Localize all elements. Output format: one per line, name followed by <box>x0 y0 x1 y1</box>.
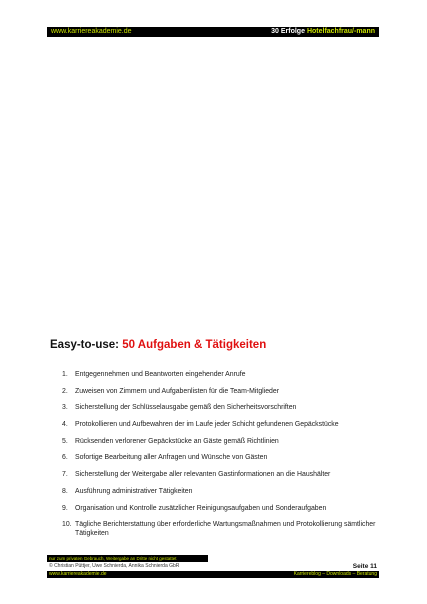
list-item <box>62 520 382 538</box>
list-item-text: Sofortige Bearbeitung aller Anfragen und Wünsche von Gästen <box>75 454 268 462</box>
footer-copyright: © Christian Püttjer, Uwe Schnierda, Annika Schnierda GbR <box>49 563 180 569</box>
task-list <box>62 370 382 546</box>
list-item-number: 4. <box>62 421 68 429</box>
list-item <box>62 487 382 496</box>
list-item-number: 6. <box>62 454 68 462</box>
list-item-text: Sicherstellung der Weitergabe aller relevanten Gastinformationen an die Haushälter <box>75 471 331 479</box>
list-item-number: 8. <box>62 487 68 495</box>
list-item-text: Tägliche Berichterstattung über erforderliche Wartungsmaßnahmen und Protokollierung sämtlicher Tätigkeiten <box>75 521 376 538</box>
list-item-number: 1. <box>62 371 68 378</box>
list-item-number: 10. <box>62 521 72 529</box>
footer-blog-links[interactable]: Karriereblog – Downloads – Beratung <box>293 571 377 577</box>
list-item <box>62 420 382 429</box>
section-heading <box>50 339 266 351</box>
list-item <box>62 504 382 513</box>
heading-prefix: Easy-to-use: <box>50 339 120 351</box>
list-item-number: 9. <box>62 504 68 512</box>
list-item-text: Ausführung administrativer Tätigkeiten <box>75 487 193 495</box>
header-title-accent: Hotelfachfrau/-mann <box>306 28 375 35</box>
list-item <box>62 387 382 396</box>
header-bar <box>47 27 379 37</box>
header-title-prefix: 30 Erfolge <box>271 28 305 35</box>
list-item-text: Organisation und Kontrolle zusätzlicher Reinigungsaufgaben und Sonderaufgaben <box>75 504 327 512</box>
list-item-number: 5. <box>62 437 68 445</box>
footer-usage-note: nur zum privaten Gebrauch, Weitergabe an Dritte nicht gestattet <box>47 555 208 562</box>
list-item-number: 3. <box>62 404 68 412</box>
footer-bar <box>47 571 379 578</box>
footer-row <box>47 563 379 570</box>
list-item-text: Rücksenden verlorener Gepäckstücke an Gäste gemäß Richtlinien <box>75 437 279 445</box>
list-item <box>62 403 382 412</box>
list-item <box>62 453 382 462</box>
list-item-text: Entgegennehmen und Beantworten eingehender Anrufe <box>75 371 246 378</box>
header-title <box>271 27 375 37</box>
list-item-text: Sicherstellung der Schlüsselausgabe gemäß den Sicherheitsvorschriften <box>75 404 297 412</box>
list-item <box>62 470 382 479</box>
header-site-link[interactable]: www.karriereakademie.de <box>51 28 132 35</box>
heading-accent: 50 Aufgaben & Tätigkeiten <box>122 339 267 351</box>
list-item-text: Zuweisen von Zimmern und Aufgabenlisten für die Team-Mitglieder <box>75 387 280 395</box>
list-item <box>62 437 382 446</box>
list-item-number: 2. <box>62 387 68 395</box>
footer-site-link[interactable]: www.karriereakademie.de <box>49 571 107 577</box>
list-item <box>62 370 382 379</box>
list-item-number: 7. <box>62 471 68 479</box>
list-item-text: Protokollieren und Aufbewahren der im Laufe jeder Schicht gefundenen Gepäckstücke <box>75 421 339 429</box>
page-number: Seite 11 <box>352 563 377 570</box>
